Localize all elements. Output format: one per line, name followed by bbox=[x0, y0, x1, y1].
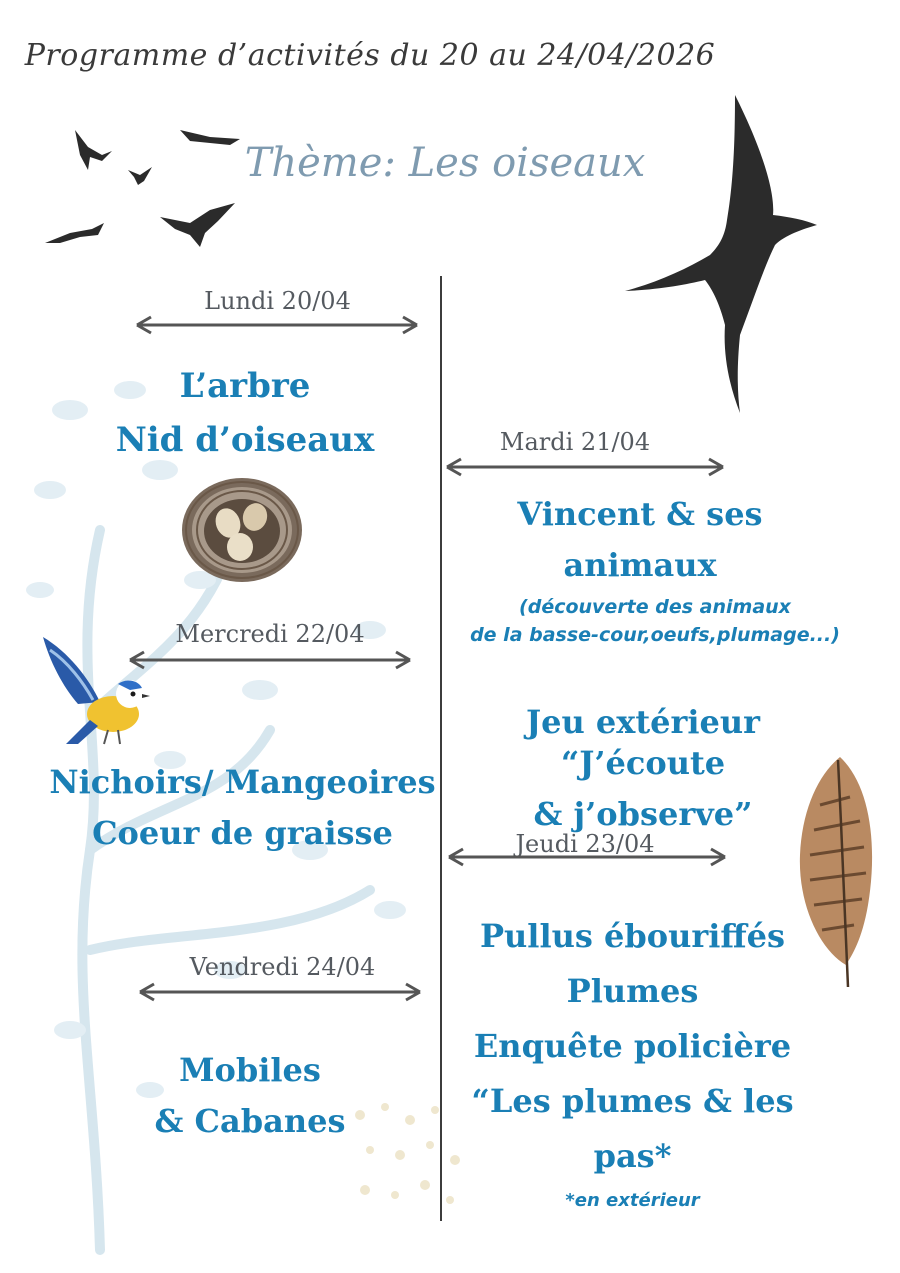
activity-line: Nichoirs/ Mangeoires bbox=[49, 763, 436, 801]
activity-tuesday-extra bbox=[448, 702, 838, 835]
activity-friday bbox=[110, 1050, 390, 1142]
activity-wednesday bbox=[40, 762, 445, 854]
day-label-wednesday: Mercredi 22/04 bbox=[175, 620, 365, 648]
activity-line: Nid d’oiseaux bbox=[115, 419, 375, 460]
timeline-divider bbox=[440, 276, 442, 1221]
activity-thursday-note: *en extérieur bbox=[565, 1190, 700, 1211]
activity-line: L’arbre bbox=[179, 366, 311, 406]
theme-title: Thème: Les oiseaux bbox=[244, 140, 646, 186]
activity-line: Jeu extérieur “J’écoute bbox=[526, 703, 760, 782]
day-label-friday: Vendredi 24/04 bbox=[189, 953, 376, 981]
activity-line: Mobiles bbox=[179, 1051, 321, 1089]
blue-tit-bird-icon bbox=[38, 632, 153, 752]
double-arrow-icon bbox=[135, 315, 420, 335]
feather-icon bbox=[790, 755, 880, 990]
activity-monday bbox=[90, 365, 400, 462]
activity-line: Enquête policière bbox=[473, 1026, 792, 1065]
double-arrow-icon bbox=[128, 650, 413, 670]
bird-nest-eggs-icon bbox=[180, 475, 305, 585]
flying-birds-flock-icon bbox=[40, 125, 250, 255]
note-line: (découverte des animaux bbox=[519, 596, 791, 618]
activity-thursday bbox=[455, 916, 810, 1177]
activity-line: animaux bbox=[563, 545, 717, 584]
day-label-tuesday: Mardi 21/04 bbox=[499, 428, 651, 456]
day-label-monday: Lundi 20/04 bbox=[204, 287, 351, 315]
activity-tuesday bbox=[460, 494, 820, 586]
activity-line: “Les plumes & les bbox=[471, 1081, 794, 1120]
note-line: de la basse-cour,oeufs,plumage...) bbox=[470, 623, 840, 646]
activity-line: Plumes bbox=[566, 971, 699, 1010]
activity-line: pas* bbox=[593, 1136, 672, 1175]
double-arrow-icon bbox=[138, 982, 423, 1002]
double-arrow-icon bbox=[447, 847, 732, 867]
activity-line: & Cabanes bbox=[154, 1101, 346, 1140]
activity-line: & j’observe” bbox=[533, 794, 753, 833]
activity-line: Coeur de graisse bbox=[92, 813, 393, 852]
page-title: Programme d’activités du 20 au 24/04/2026 bbox=[24, 38, 716, 73]
day-label-thursday: Jeudi 23/04 bbox=[515, 830, 655, 858]
activity-line: Vincent & ses bbox=[517, 495, 763, 533]
activity-tuesday-note bbox=[455, 594, 855, 649]
activity-line: Pullus ébouriffés bbox=[479, 917, 786, 955]
double-arrow-icon bbox=[445, 457, 730, 477]
swift-bird-silhouette-icon bbox=[625, 95, 825, 415]
